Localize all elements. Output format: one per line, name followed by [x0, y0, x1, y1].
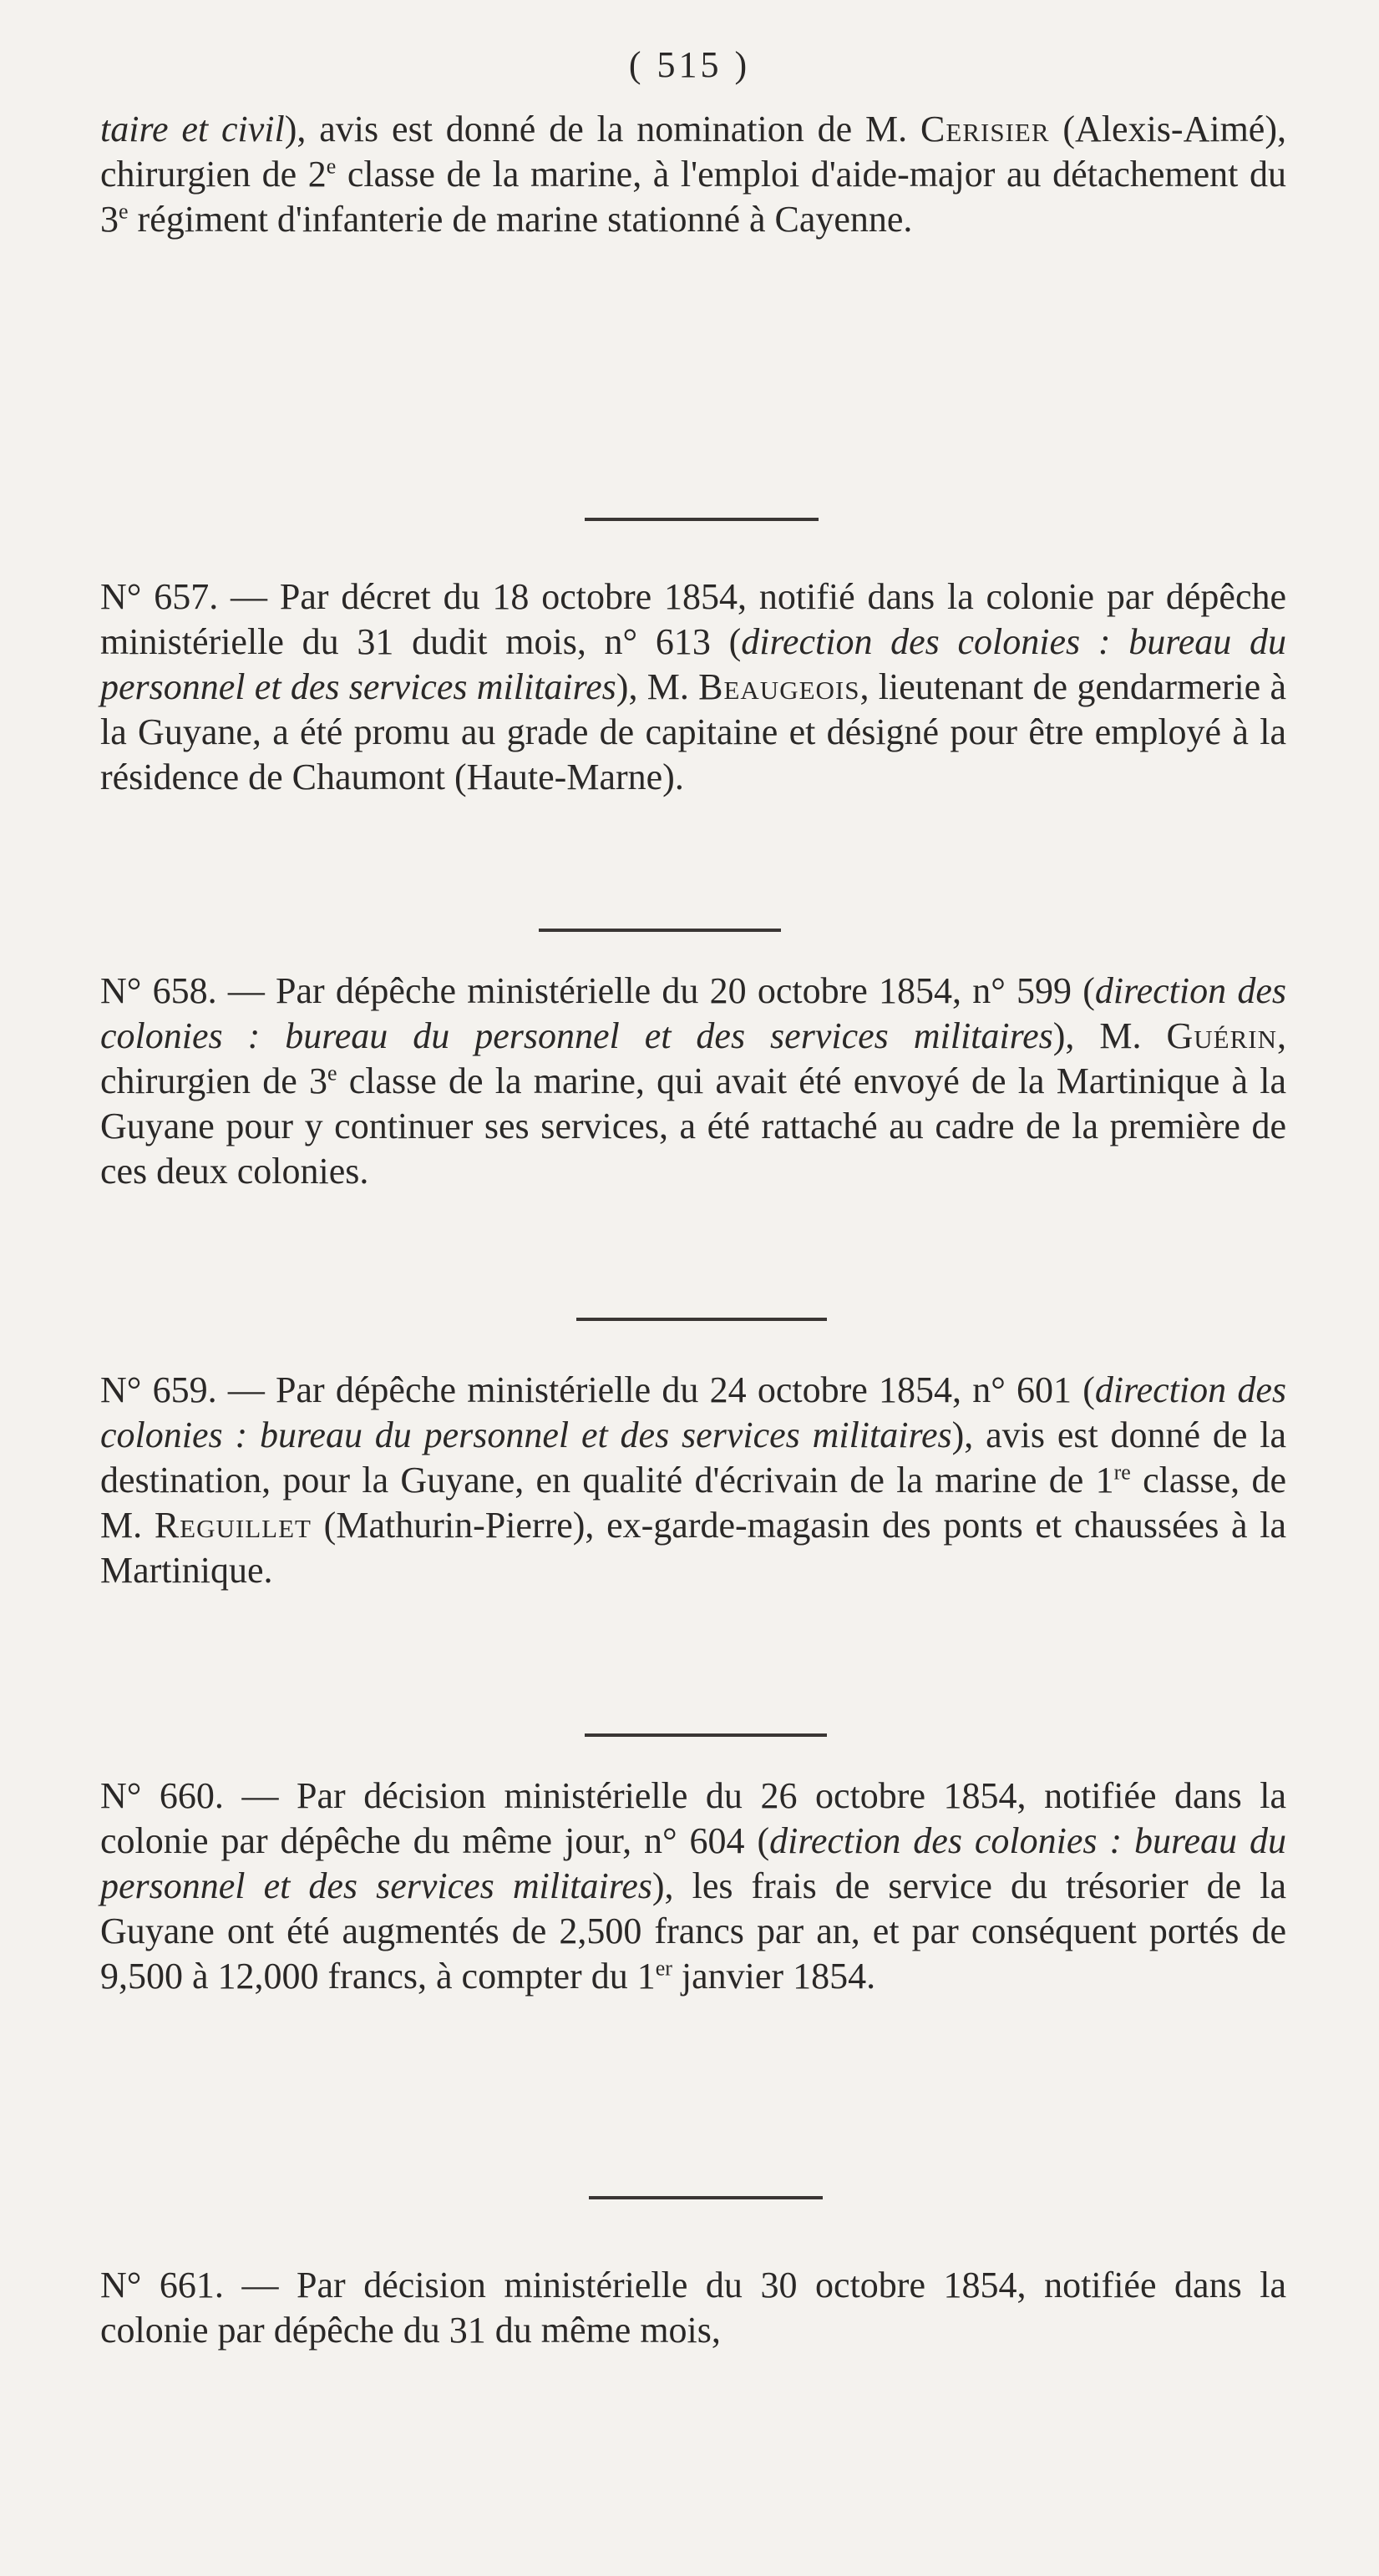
section-divider: [589, 2196, 823, 2199]
entry-661: [100, 2263, 1286, 2353]
text-run: (Alexis-Aimé), chirurgien de 2: [100, 109, 1286, 195]
entry-660: [100, 1774, 1286, 1999]
text-run: — Par décret du 18 octobre 1854, notifié dans la colonie par dépêche ministérielle du 31 dudit mois, n° 613 (: [100, 576, 1287, 662]
text-run: classe de la marine, qui avait été envoyé de la Martinique à la Guyane pour y continuer ses services, a été rattaché au cadre de la première de ces deux colonies.: [100, 1060, 1286, 1192]
person-name: Cerisier: [920, 109, 1050, 149]
text-run: ), M.: [616, 666, 699, 707]
text-run: classe, de M.: [100, 1460, 1287, 1546]
entry-number: N° 659.: [100, 1369, 217, 1410]
italic-text: direction des colonies : bureau du personnel et des services militaires: [100, 1820, 1286, 1906]
italic-text: taire et civil: [100, 109, 285, 149]
person-name: Reguillet: [154, 1505, 312, 1546]
italic-text: direction des colonies : bureau du personnel et des services militaires: [100, 621, 1286, 707]
text-run: (Mathurin-Pierre), ex-garde-magasin des ponts et chaussées à la Martinique.: [100, 1505, 1287, 1591]
text-run: , lieutenant de gendarmerie à la Guyane, a été promu au grade de capitaine et désigné pour être employé à la résidence de Chaumont (Haute-Marne).: [100, 666, 1287, 797]
section-divider: [585, 1733, 827, 1737]
person-name: Guérin: [1166, 1015, 1277, 1056]
italic-text: direction des colonies : bureau du personnel et des services militaires: [100, 970, 1287, 1056]
entry-657: [100, 574, 1286, 800]
text-run: , chirurgien de 3: [100, 1015, 1286, 1101]
entry-number: N° 661.: [100, 2265, 224, 2305]
text-run: — Par décision ministérielle du 26 octobre 1854, notifiée dans la colonie par dépêche du même jour, n° 604 (: [100, 1775, 1286, 1861]
superscript: e: [326, 154, 337, 179]
text-run: ), M.: [1052, 1015, 1167, 1056]
italic-text: direction des colonies : bureau du personnel et des services militaires: [100, 1369, 1287, 1455]
entry-number: N° 658.: [100, 970, 217, 1011]
text-run: ), avis est donné de la destination, pour la Guyane, en qualité d'écrivain de la marine de 1: [100, 1415, 1286, 1501]
text-run: janvier 1854.: [672, 1956, 876, 1997]
text-run: régiment d'infanterie de marine stationné à Cayenne.: [128, 199, 913, 240]
entry-number: N° 657.: [100, 576, 219, 617]
section-divider: [576, 1318, 827, 1321]
text-run: — Par dépêche ministérielle du 24 octobre 1854, n° 601 (: [216, 1369, 1095, 1410]
entry-658: [100, 969, 1286, 1194]
text-run: — Par décision ministérielle du 30 octobre 1854, notifiée dans la colonie par dépêche du 31 du même mois,: [100, 2265, 1286, 2351]
entry-number: N° 660.: [100, 1775, 224, 1816]
section-divider: [585, 518, 819, 521]
entry-659: [100, 1368, 1286, 1593]
text-run: — Par dépêche ministérielle du 20 octobre 1854, n° 599 (: [216, 970, 1095, 1011]
continuation-paragraph: [100, 107, 1286, 242]
section-divider: [539, 929, 781, 932]
superscript: re: [1113, 1460, 1131, 1485]
text-run: ), avis est donné de la nomination de M.: [284, 109, 921, 149]
superscript: e: [327, 1060, 337, 1086]
superscript: er: [655, 1956, 672, 1981]
superscript: e: [119, 199, 129, 224]
text-run: classe de la marine, à l'emploi d'aide-major au détachement du 3: [100, 154, 1287, 240]
text-run: ), les frais de service du trésorier de la Guyane ont été augmentés de 2,500 francs par an, et par conséquent portés de 9,500 à 12,000 francs, à compter du 1: [100, 1865, 1286, 1997]
person-name: Beaugeois: [698, 666, 860, 707]
page-number: ( 515 ): [628, 44, 751, 85]
